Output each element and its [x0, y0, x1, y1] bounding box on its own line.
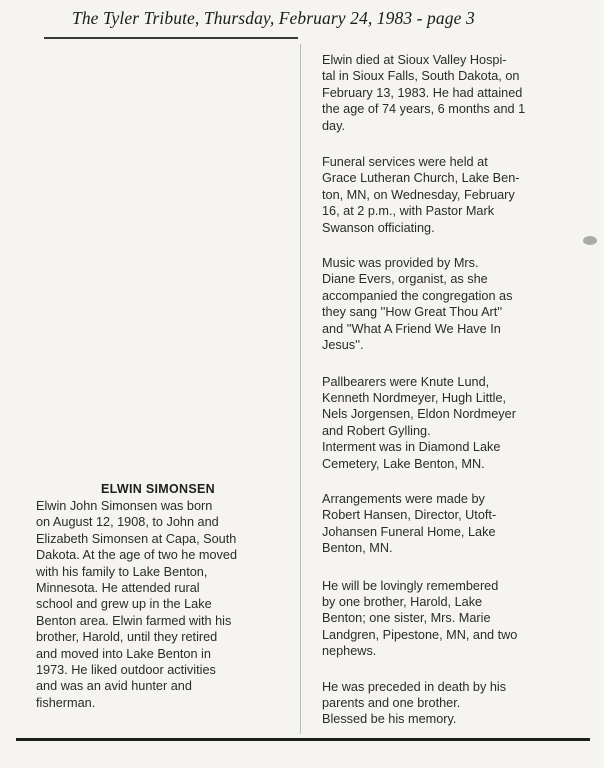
- obituary-paragraph: Arrangements were made by Robert Hansen, Director, Utoft- Johansen Funeral Home, Lake Benton, MN.: [322, 491, 497, 556]
- paper-smudge: [583, 236, 597, 245]
- obituary-paragraph: Elwin John Simonsen was born on August 12, 1908, to John and Elizabeth Simonsen at Capa, South Dakota. At the age of two he moved with his family to Lake Benton, Minnesota. He attended rural school and grew up in the Lake Benton area. Elwin farmed with his brother, Harold, until they retired and moved into Lake Benton in 1973. He liked outdoor activities and was an avid hunter and fisherman.: [36, 499, 238, 710]
- obituary-paragraph: Elwin died at Sioux Valley Hospi- tal in Sioux Falls, South Dakota, on February 13, 1983. He had attained the age of 74 years, 6 months and 1 day.: [322, 53, 526, 133]
- newspaper-header: The Tyler Tribute, Thursday, February 24, 1983 - page 3: [72, 8, 475, 28]
- header-rule: [44, 37, 298, 39]
- obituary-paragraph: He will be lovingly remembered by one brother, Harold, Lake Benton; one sister, Mrs. Marie Landgren, Pipestone, MN, and two nephews.: [322, 578, 518, 659]
- obituary-title: ELWIN SIMONSEN: [101, 482, 215, 496]
- obituary-paragraph: Funeral services were held at Grace Lutheran Church, Lake Ben- ton, MN, on Wednesday, February 16, at 2 p.m., with Pastor Mark Swanson officiating.: [322, 155, 520, 235]
- column-divider: [300, 44, 301, 734]
- obituary-paragraph: He was preceded in death by his parents and one brother. Blessed be his memory.: [322, 679, 507, 727]
- obituary-right-column: [322, 52, 568, 728]
- bottom-rule: [16, 738, 590, 741]
- obituary-paragraph: Pallbearers were Knute Lund, Kenneth Nordmeyer, Hugh Little, Nels Jorgensen, Eldon Nordmeyer and Robert Gylling. Interment was in Diamond Lake Cemetery, Lake Benton, MN.: [322, 374, 516, 471]
- obituary-paragraph: Music was provided by Mrs. Diane Evers, organist, as she accompanied the congregation as they sang ''How Great Thou Art'' and ''What A Friend We Have In Jesus''.: [322, 256, 513, 353]
- obituary-left-column: [36, 482, 280, 711]
